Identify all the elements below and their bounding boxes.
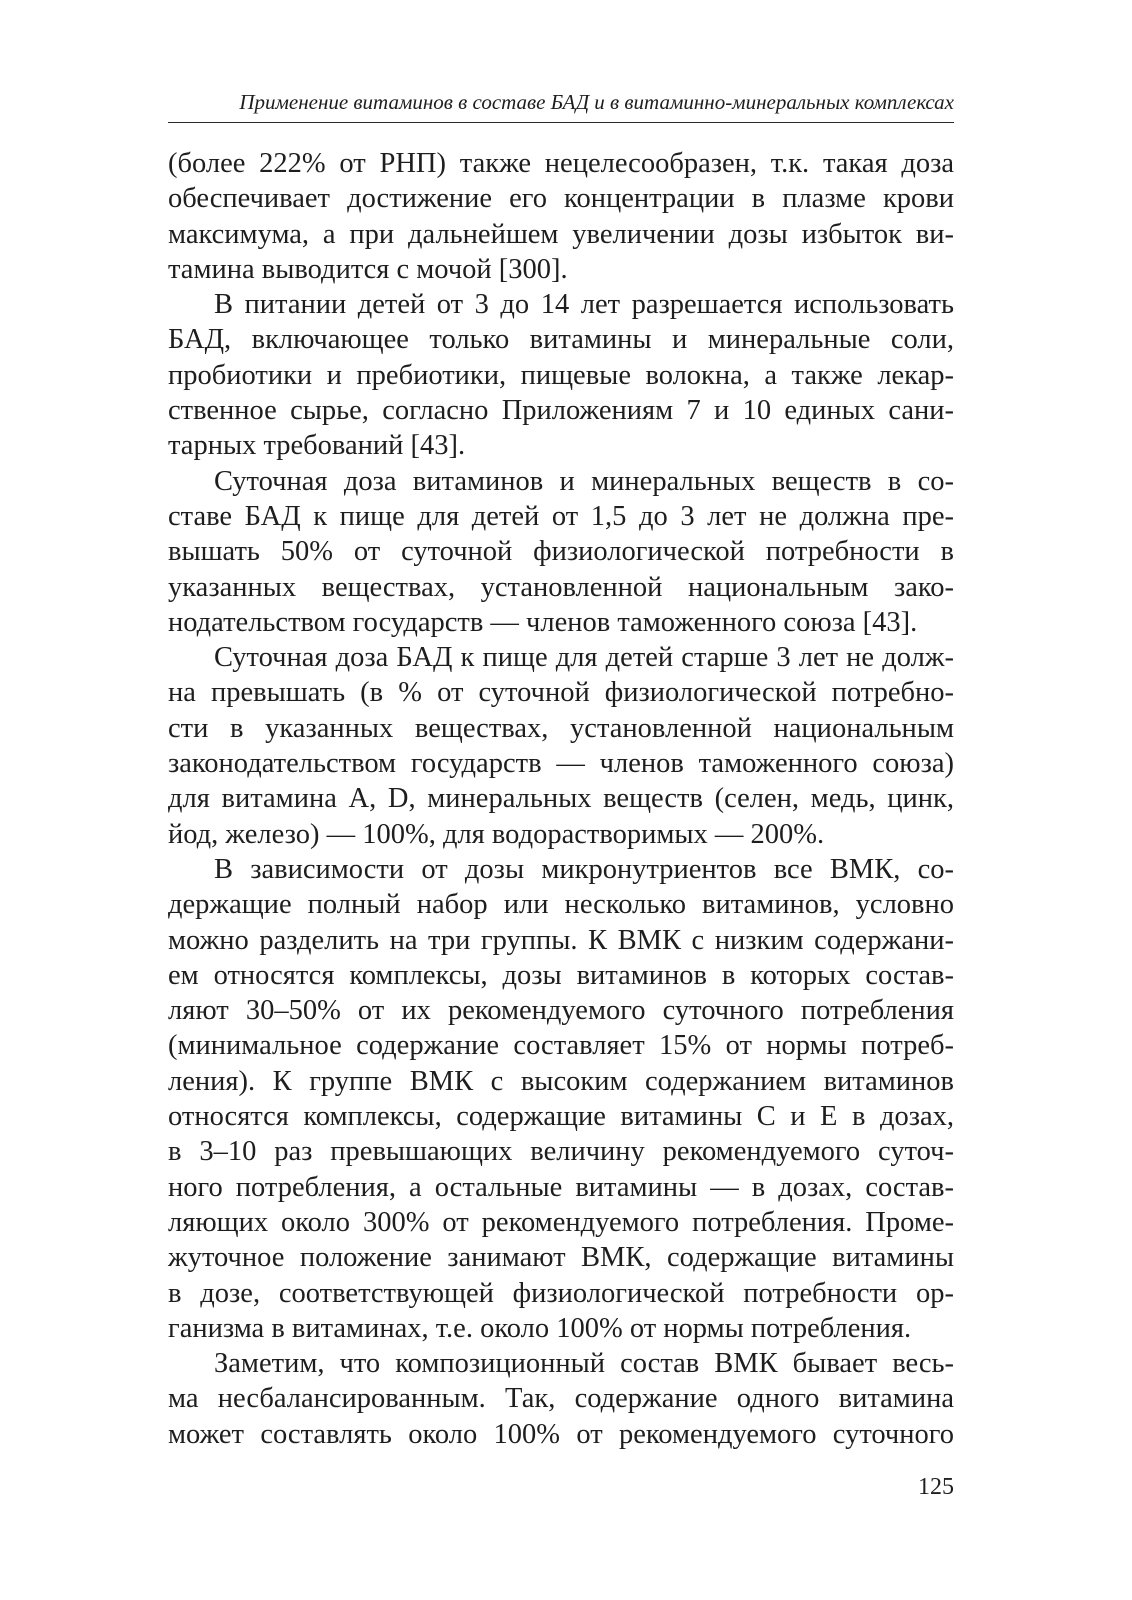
text-line: ляют 30–50% от их рекомендуемого суточного потребления [168,995,954,1027]
text-line: обеспечивает достижение его концентрации в плазме крови [168,183,954,215]
text-line: ления). К группе ВМК с высоким содержанием витаминов [168,1065,954,1097]
text-line: вышать 50% от суточной физиологической потребности в [168,536,954,568]
text-line: ного потребления, а остальные витамины — в дозах, состав- [168,1171,954,1203]
page-number: 125 [918,1474,954,1500]
text-line: может составлять около 100% от рекомендуемого суточного [168,1418,954,1450]
text-line: ственное сырье, согласно Приложениям 7 и 10 единых сани- [168,395,954,427]
text-line: указанных веществах, установленной национальным зако- [168,571,954,603]
text-line: йод, железо) — 100%, для водорастворимых — 200%. [168,818,825,850]
text-line: (более 222% от РНП) также нецелесообразен, т.к. такая доза [168,148,954,179]
text-line: БАД, включающее только витамины и минеральные соли, [168,324,954,356]
text-line: законодательством государств — членов таможенного союза) [168,748,954,780]
text-line: пробиотики и пребиотики, пищевые волокна, а также лекар- [168,359,954,391]
running-header: Применение витаминов в составе БАД и в витаминно-минеральных комплексах [239,90,954,114]
text-line: В питании детей от 3 до 14 лет разрешается использовать [214,289,954,321]
paragraph [168,640,954,852]
text-line: нодательством государств — членов таможенного союза [43]. [168,606,918,638]
text-line: ляющих около 300% от рекомендуемого потребления. Проме- [168,1206,954,1238]
paragraph [168,287,954,463]
paragraph [168,1346,954,1452]
body-text [168,146,954,1452]
text-line: в дозе, соответствующей физиологической потребности ор- [168,1277,954,1309]
text-line: Суточная доза БАД к пище для детей старше 3 лет не долж- [214,642,954,674]
text-line: Суточная доза витаминов и минеральных веществ в со- [214,465,954,497]
text-line: тарных требований [43]. [168,430,466,462]
header-divider [168,122,954,123]
paragraph [168,464,954,640]
paragraph [168,852,954,1346]
text-line: сти в указанных веществах, установленной национальным [168,712,954,744]
text-line: В зависимости от дозы микронутриентов все ВМК, со- [214,853,954,885]
text-line: ем относятся комплексы, дозы витаминов в которых состав- [168,959,954,991]
text-line: Заметим, что композиционный состав ВМК бывает весь- [214,1348,954,1380]
text-line: жуточное положение занимают ВМК, содержащие витамины [168,1242,954,1274]
text-line: для витамина A, D, минеральных веществ (селен, медь, цинк, [168,783,954,815]
text-line: ставе БАД к пище для детей от 1,5 до 3 лет не должна пре- [168,500,954,532]
text-line: тамина выводится с мочой [300]. [168,253,568,285]
text-line: ма несбалансированным. Так, содержание одного витамина [168,1383,954,1415]
text-line: (минимальное содержание составляет 15% от нормы потреб- [168,1030,954,1062]
text-line: максимума, а при дальнейшем увеличении дозы избыток ви- [168,218,954,250]
text-line: держащие полный набор или несколько витаминов, условно [168,889,954,921]
text-line: относятся комплексы, содержащие витамины C и E в дозах, [168,1101,954,1133]
text-line: на превышать (в % от суточной физиологической потребно- [168,677,954,709]
text-line: можно разделить на три группы. К ВМК с низким содержани- [168,924,954,956]
text-line: в 3–10 раз превышающих величину рекомендуемого суточ- [168,1136,954,1168]
paragraph [168,146,954,287]
text-line: ганизма в витаминах, т.е. около 100% от нормы потребления. [168,1312,912,1344]
